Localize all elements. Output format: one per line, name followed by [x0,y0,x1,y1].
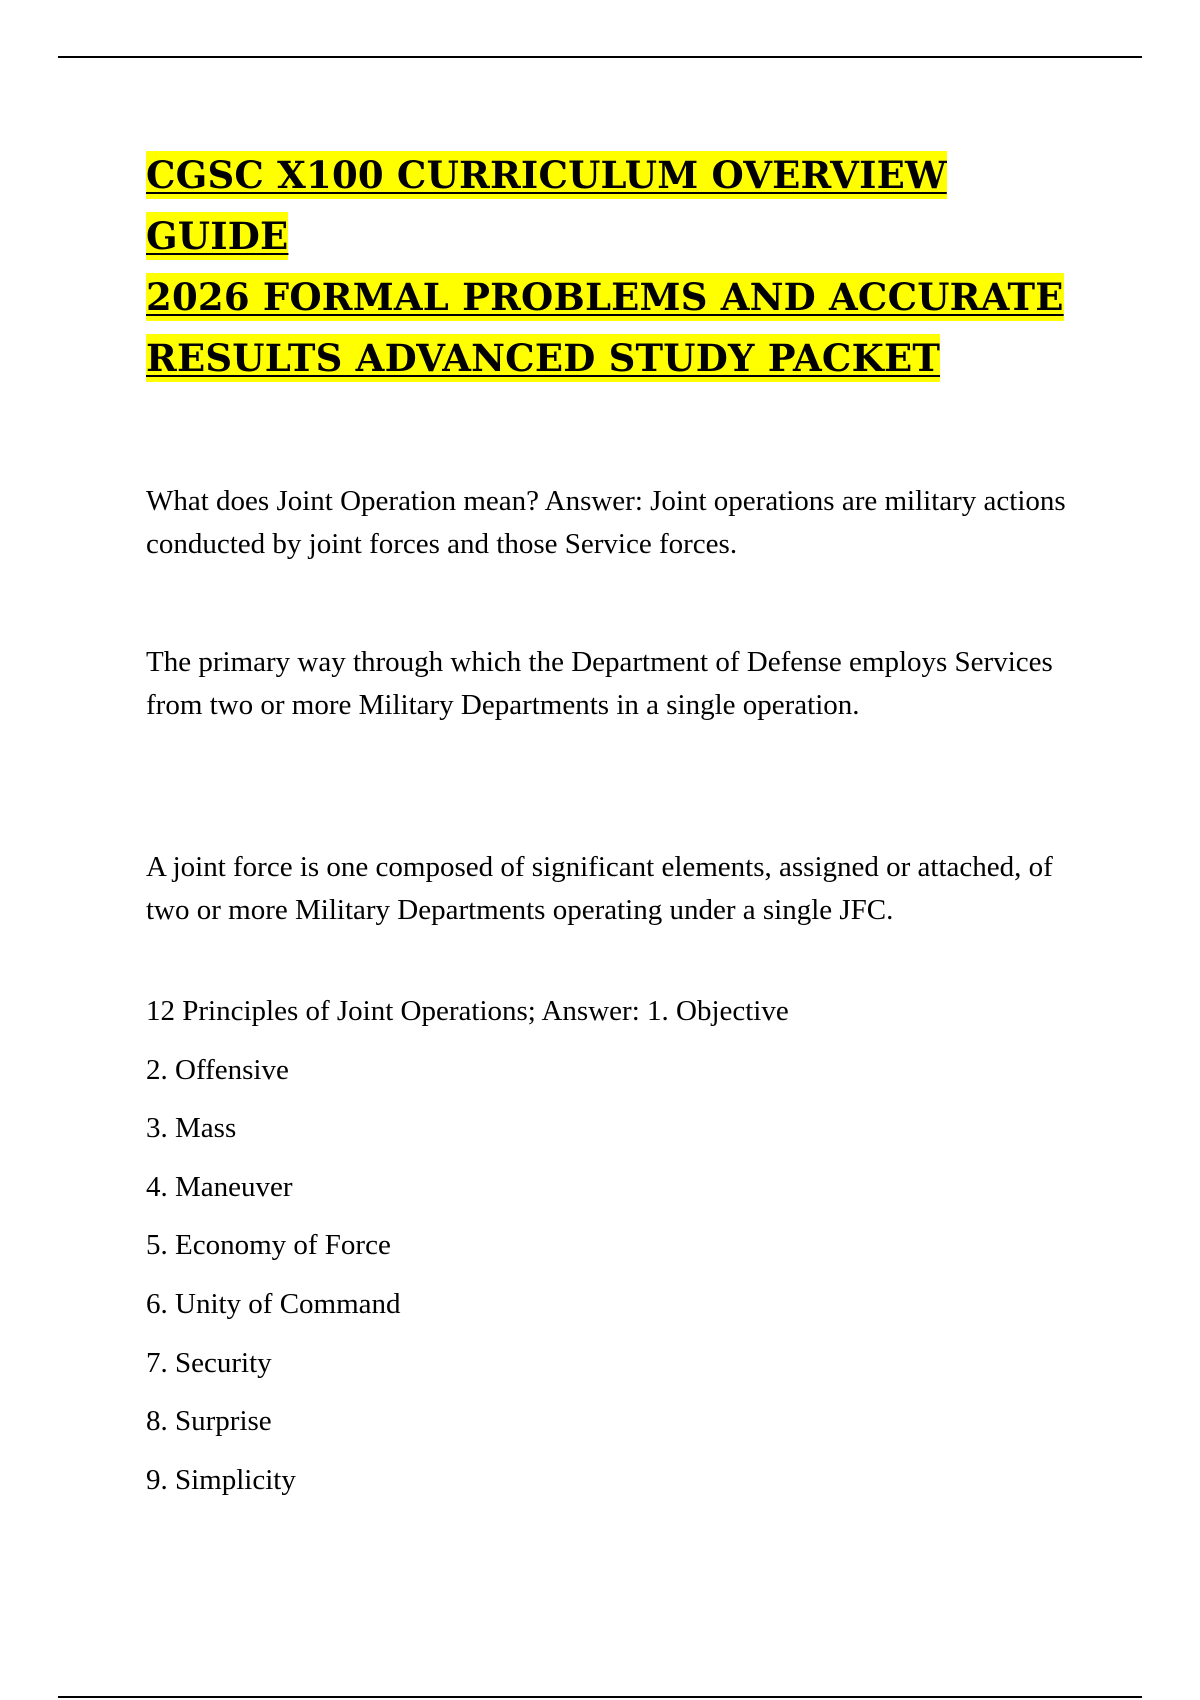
list-item: 7. Security [146,1346,272,1379]
list-item: 12 Principles of Joint Operations; Answer: 1. Objective [146,995,789,1027]
list-item: 5. Economy of Force [146,1229,391,1262]
top-rule [58,56,1142,58]
paragraph-joint-operation: What does Joint Operation mean? Answer: Joint operations are military actions conducted by joint forces and those Service forces. [146,485,1066,560]
list-item: 6. Unity of Command [146,1287,401,1320]
list-item: 9. Simplicity [146,1463,296,1496]
list-item: 3. Mass [146,1112,237,1145]
title-line-2: 2026 FORMAL PROBLEMS AND ACCURATE [146,275,1064,319]
list-item: 8. Surprise [146,1405,272,1438]
paragraph-joint-force: A joint force is one composed of significant elements, assigned or attached, of two or more Military Departments operating under a single JFC. [146,851,1053,926]
principles-list [146,990,789,1517]
list-item: 2. Offensive [146,1053,289,1086]
bottom-rule [58,1696,1142,1698]
paragraph-primary-way: The primary way through which the Department of Defense employs Services from two or more Military Departments in a single operation. [146,646,1053,721]
list-item: 4. Maneuver [146,1170,293,1203]
title-line-3: RESULTS ADVANCED STUDY PACKET [146,336,941,380]
title-line-1: CGSC X100 CURRICULUM OVERVIEW GUIDE [146,153,947,258]
document-title [146,145,1076,389]
